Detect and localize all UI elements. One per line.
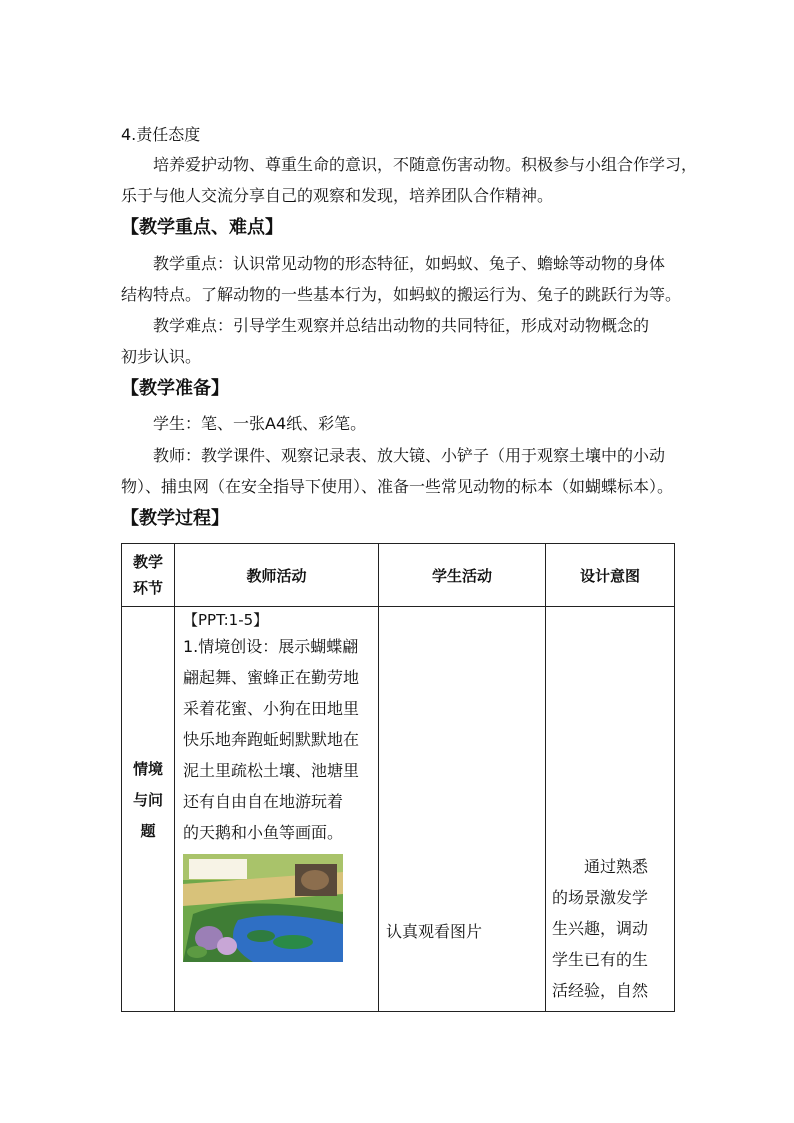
- intent-line: 的场景激发学: [552, 888, 649, 907]
- intent-line: 活经验，自然: [552, 981, 649, 1000]
- ppt-reference: 【PPT:1-5】: [183, 611, 269, 629]
- header-design-intent: 设计意图: [546, 544, 675, 607]
- difficulty-line2: 初步认识。: [121, 347, 202, 366]
- header-student-activity: 学生活动: [379, 544, 546, 607]
- focus-line2: 结构特点。了解动物的一些基本行为，如蚂蚁的搬运行为、兔子的跳跃行为等。: [121, 285, 682, 304]
- header-teacher-activity: 教师活动: [175, 544, 379, 607]
- intent-line: 通过熟悉: [584, 857, 649, 876]
- stage-line2: 与问: [132, 791, 163, 809]
- design-intent-cell: [546, 607, 675, 1012]
- teacher-line: 翩起舞、蜜蜂正在勤劳地: [183, 668, 360, 687]
- header-stage: [122, 544, 175, 607]
- teacher-line: 泥土里疏松土壤、池塘里: [183, 761, 360, 780]
- table-header-row: [122, 544, 675, 607]
- student-activity: 认真观看图片: [386, 922, 483, 941]
- responsibility-text-line2: 乐于与他人交流分享自己的观察和发现，培养团队合作精神。: [121, 186, 554, 205]
- header-stage-line2: 环节: [132, 579, 163, 597]
- stage-line3: 题: [140, 822, 156, 840]
- teacher-line: 快乐地奔跑蚯蚓默默地在: [183, 730, 360, 749]
- nature-scene-image: [183, 854, 343, 962]
- table-row: [122, 607, 675, 1012]
- preparation-students: 学生：笔、一张A4纸、彩笔。: [153, 414, 367, 433]
- process-heading: 【教学过程】: [121, 508, 229, 529]
- teacher-line: 还有自由自在地游玩着: [183, 792, 344, 811]
- intent-line: 学生已有的生: [552, 950, 649, 969]
- teacher-line: 采着花蜜、小狗在田地里: [183, 699, 360, 718]
- teaching-process-table: [121, 543, 675, 1012]
- teacher-line: 的天鹅和小鱼等画面。: [183, 823, 344, 842]
- header-stage-line1: 教学: [132, 553, 163, 571]
- preparation-heading: 【教学准备】: [121, 378, 229, 399]
- stage-line1: 情境: [132, 760, 163, 778]
- preparation-teacher-line2: 物）、捕虫网（在安全指导下使用）、准备一些常见动物的标本（如蝴蝶标本）。: [121, 477, 674, 496]
- intent-line: 生兴趣，调动: [552, 919, 649, 938]
- preparation-teacher-line1: 教师：教学课件、观察记录表、放大镜、小铲子（用于观察土壤中的小动: [153, 446, 666, 465]
- responsibility-heading: 4.责任态度: [121, 125, 201, 144]
- focus-line1: 教学重点：认识常见动物的形态特征，如蚂蚁、兔子、蟾蜍等动物的身体: [153, 254, 666, 273]
- responsibility-text-line1: 培养爱护动物、尊重生命的意识，不随意伤害动物。积极参与小组合作学习，: [153, 155, 698, 174]
- student-activity-cell: [379, 607, 546, 1012]
- stage-cell: [122, 607, 175, 1012]
- difficulty-line1: 教学难点：引导学生观察并总结出动物的共同特征，形成对动物概念的: [153, 316, 650, 335]
- teacher-activity-cell: [175, 607, 379, 1012]
- key-points-heading: 【教学重点、难点】: [121, 217, 283, 238]
- teacher-line: 1.情境创设：展示蝴蝶翩: [183, 637, 359, 656]
